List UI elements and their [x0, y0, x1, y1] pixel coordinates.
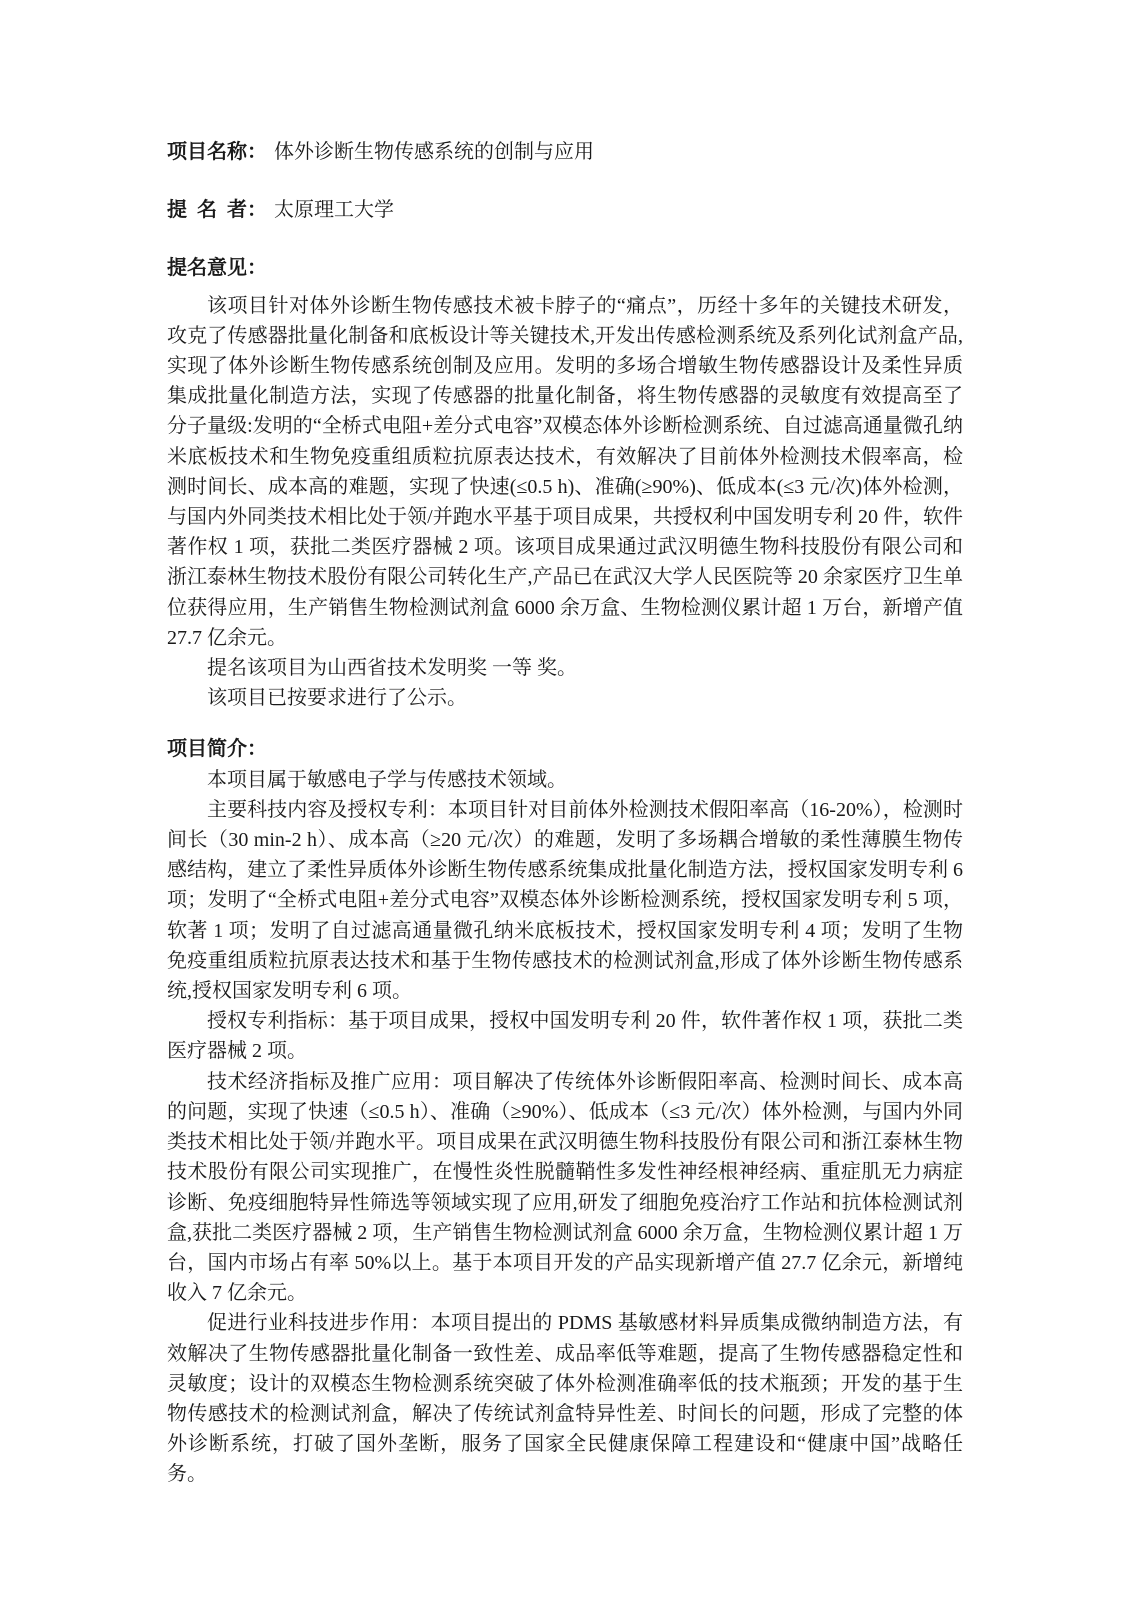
- nomination-opinion-heading: 提名意见：: [167, 257, 267, 280]
- project-intro-paragraph-3: 授权专利指标：基于项目成果，授权中国发明专利 20 件，软件著作权 1 项，获批二类医疗器械 2 项。: [167, 1010, 963, 1063]
- project-name-label: 项目名称：: [167, 141, 267, 163]
- nomination-opinion-paragraph-2: 提名该项目为山西省技术发明奖 一等 奖。: [207, 657, 577, 680]
- project-intro-paragraph-5: 促进行业科技进步作用：本项目提出的 PDMS 基敏感材料异质集成微纳制造方法，有效解决了生物传感器批量化制备一致性差、成品率低等难题，提高了生物传感器稳定性和灵敏度；设计的双模态生物检测系统突破了体外检测准确率低的技术瓶颈；开发的基于生物传感技术的检测试剂盒，解决了传统试剂盒特异性差、时间长的问题，形成了完整的体外诊断系统，打破了国外垄断，服务了国家全民健康保障工程建设和“健康中国”战略任务。: [167, 1312, 963, 1486]
- project-intro-heading: 项目简介：: [167, 738, 267, 761]
- nominator-line: [167, 195, 963, 225]
- project-name-line: [167, 137, 963, 167]
- project-intro-paragraph-4: 技术经济指标及推广应用：项目解决了传统体外诊断假阳率高、检测时间长、成本高的问题，实现了快速（≤0.5 h）、准确（≥90%）、低成本（≤3 元/次）体外检测，与国内外同类技术相比处于领/并跑水平。项目成果在武汉明德生物科技股份有限公司和浙江泰林生物技术股份有限公司实现推广，在慢性炎性脱髓鞘性多发性神经根神经病、重症肌无力病症诊断、免疫细胞特异性筛选等领域实现了应用,研发了细胞免疫治疗工作站和抗体检测试剂盒,获批二类医疗器械 2 项，生产销售生物检测试剂盒 6000 余万盒，生物检测仪累计超 1 万台，国内市场占有率 50%以上。基于本项目开发的产品实现新增产值 27.7 亿余元，新增纯收入 7 亿余元。: [167, 1070, 963, 1305]
- project-name-value: 体外诊断生物传感系统的创制与应用: [274, 141, 594, 163]
- nomination-opinion-paragraph-3: 该项目已按要求进行了公示。: [207, 687, 467, 710]
- nominator-label: 提 名 者：: [167, 199, 267, 222]
- project-intro-paragraph-2: 主要科技内容及授权专利：本项目针对目前体外检测技术假阳率高（16-20%），检测时间长（30 min-2 h）、成本高（≥20 元/次）的难题，发明了多场耦合增敏的柔性薄膜生物传感结构，建立了柔性异质体外诊断生物传感系统集成批量化制造方法，授权国家发明专利 6 项；发明了“全桥式电阻+差分式电容”双模态体外诊断检测系统，授权国家发明专利 5 项，软著 1 项；发明了自过滤高通量微孔纳米底板技术，授权国家发明专利 4 项；发明了生物免疫重组质粒抗原表达技术和基于生物传感技术的检测试剂盒,形成了体外诊断生物传感系统,授权国家发明专利 6 项。: [167, 798, 963, 1003]
- project-intro-paragraph-1: 本项目属于敏感电子学与传感技术领域。: [207, 768, 567, 791]
- nomination-opinion-paragraph-1: 该项目针对体外诊断生物传感技术被卡脖子的“痛点”，历经十多年的关键技术研发，攻克了传感器批量化制备和底板设计等关键技术,开发出传感检测系统及系列化试剂盒产品,实现了体外诊断生物传感系统创制及应用。发明的多场合增敏生物传感器设计及柔性异质集成批量化制造方法，实现了传感器的批量化制备，将生物传感器的灵敏度有效提高至了分子量级:发明的“全桥式电阻+差分式电容”双模态体外诊断检测系统、自过滤高通量微孔纳米底板技术和生物免疫重组质粒抗原表达技术，有效解决了目前体外检测技术假率高，检测时间长、成本高的难题，实现了快速(≤0.5 h)、准确(≥90%)、低成本(≤3 元/次)体外检测，与国内外同类技术相比处于领/并跑水平基于项目成果，共授权利中国发明专利 20 件，软件著作权 1 项，获批二类医疗器械 2 项。该项目成果通过武汉明德生物科技股份有限公司和浙江泰林生物技术股份有限公司转化生产,产品已在武汉大学人民医院等 20 余家医疗卫生单位获得应用，生产销售生物检测试剂盒 6000 余万盒、生物检测仪累计超 1 万台，新增产值 27.7 亿余元。: [167, 294, 963, 649]
- nominator-value: 太原理工大学: [274, 199, 394, 222]
